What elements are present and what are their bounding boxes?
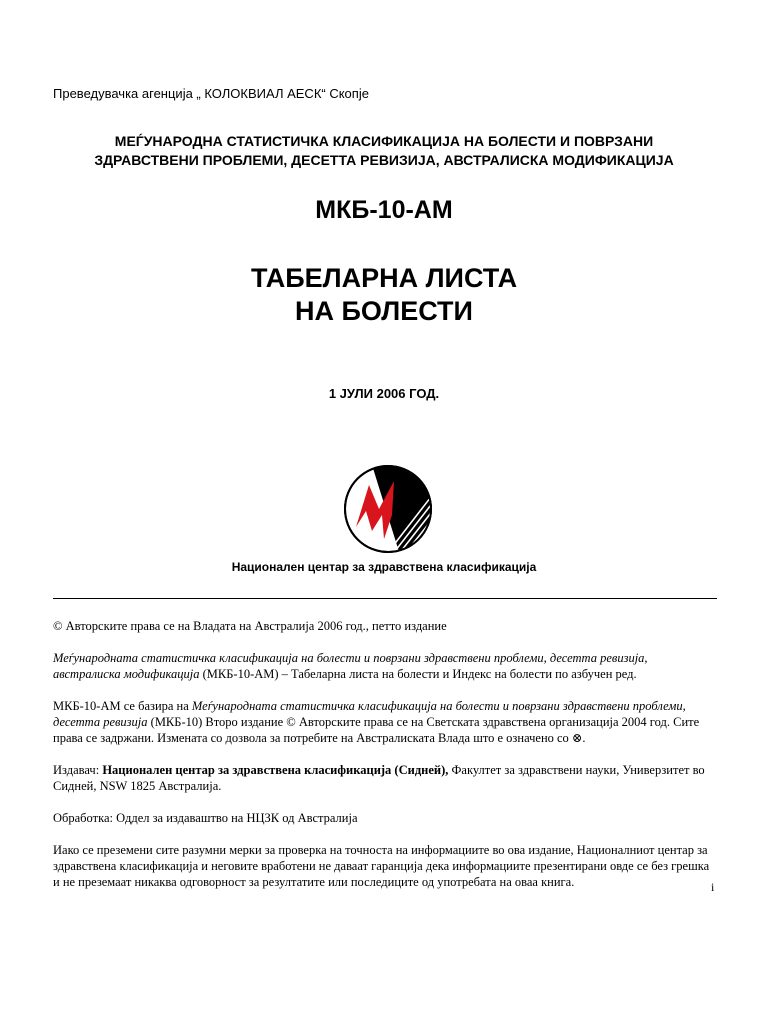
tabular-list-title bbox=[0, 262, 768, 328]
publication-rest: (МКБ-10-АМ) – Табеларна листа на болести и Индекс на болести по азбучен ред. bbox=[199, 667, 637, 681]
paragraph-publication bbox=[53, 650, 717, 682]
paragraph-disclaimer: Иако се преземени сите разумни мерки за проверка на точноста на информациите во ова издание, Националниот центар за здравствена класификација и неговите вработени не даваат гаранција дека информациите презентирани овде се без грешка и не преземаат никаква одговорност за резултатите или последиците од употребата на оваа книга. bbox=[53, 843, 710, 889]
based-on-rest: (МКБ-10) Второ издание © Авторските права се на Светската здравствена организација 2004 год. Сите права се задржани. Измената со дозвола за потребите на Австралиската Влада што е означено со ⊗. bbox=[53, 715, 700, 745]
national-centre-name: Национален центар за здравствена класификација bbox=[231, 560, 537, 574]
translation-agency-line: Преведувачка агенција „ КОЛОКВИАЛ АЕСК“ Скопје bbox=[53, 86, 369, 101]
page-number: i bbox=[711, 880, 715, 894]
based-on-italic-title: Меѓународната статистичка класификација на болести и поврзани здравствени проблеми, десетта ревизија bbox=[53, 699, 686, 729]
publisher-label: Издавач: bbox=[53, 763, 103, 777]
horizontal-divider bbox=[53, 598, 717, 599]
tabular-title-line-1: ТАБЕЛАРНА ЛИСТА bbox=[250, 263, 518, 293]
publisher-rest: Факултет за здравствени науки, Универзитет во Сидней, NSW 1825 Австралија. bbox=[53, 763, 705, 793]
tabular-title-line-2: НА БОЛЕСТИ bbox=[295, 296, 473, 326]
copyright-body bbox=[53, 618, 717, 906]
full-title-line-2: ЗДРАВСТВЕНИ ПРОБЛЕМИ, ДЕСЕТТА РЕВИЗИЈА, АВСТРАЛИСКА МОДИФИКАЦИЈА bbox=[94, 152, 674, 168]
paragraph-based-on bbox=[53, 698, 717, 746]
full-classification-title bbox=[0, 132, 768, 170]
paragraph-publisher bbox=[53, 762, 717, 794]
paragraph-processing: Обработка: Оддел за издаваштво на НЦЗК од Австралија bbox=[53, 811, 358, 825]
publication-italic-title: Меѓународната статистичка класификација на болести и поврзани здравствени проблеми, десетта ревизија, австралиска модификација bbox=[53, 651, 648, 681]
national-centre-logo-icon bbox=[342, 463, 434, 555]
full-title-line-1: МЕЃУНАРОДНА СТАТИСТИЧКА КЛАСИФИКАЦИЈА НА БОЛЕСТИ И ПОВРЗАНИ bbox=[114, 133, 654, 149]
copyright-line: © Авторските права се на Владата на Австралија 2006 год., петто издание bbox=[53, 619, 447, 633]
code-title: МКБ-10-АМ bbox=[315, 196, 453, 224]
edition-date: 1 ЈУЛИ 2006 ГОД. bbox=[328, 386, 440, 401]
publisher-name: Национален центар за здравствена класификација (Сидней), bbox=[102, 763, 449, 777]
based-on-start: МКБ-10-АМ се базира на bbox=[53, 699, 192, 713]
